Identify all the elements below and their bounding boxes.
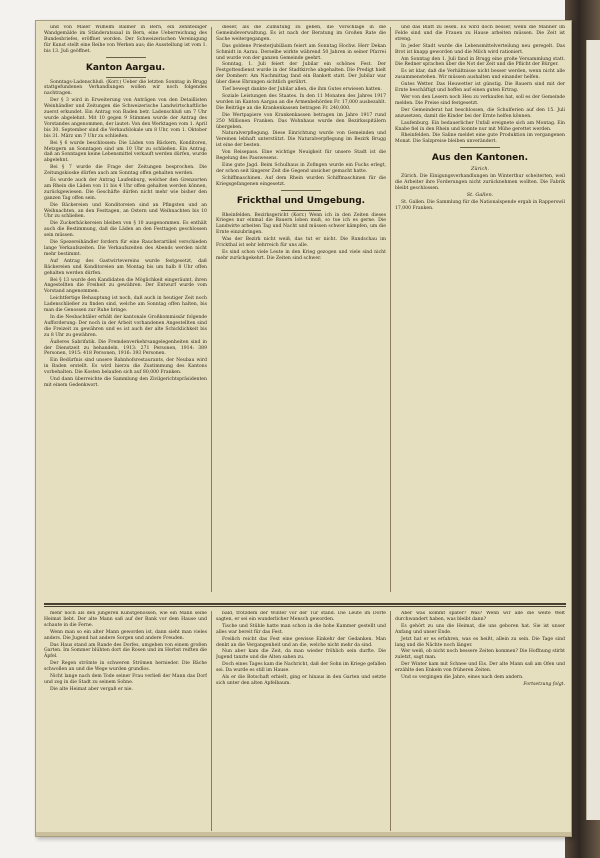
article-text: Soziale Leistungen des Staates. In den 11 Monaten des Jahres 1917 wurden im Kanton Aargau an die Armenbehörden Fr. 17,000 ausbezahlt. Die Beiträge an die Krankenkassen betragen Fr. 240,000. <box>216 93 386 111</box>
article-text: Der Winter kam mit Schnee und Eis. Der alte Mann saß am Ofen und erzählte den Enkeln von früheren Zeiten. <box>395 662 565 674</box>
article-text: In die Nesbachtäler erhält der kantonale Großkommissär folgende Aufforderung: Der noch in der Arbeit vorhandenen Angestellten sind die Freizeit zu gewähren und es ist auch der alte Schicklichkeit bis zu 8 Uhr zu gewähren. <box>44 314 207 338</box>
page-edges <box>586 40 600 820</box>
article-text: Sonntags-Ladenschluß. (Korr.) Ueber die letzten Sonntag in Brugg stattgefundenen Verhandlungen wollen wir noch folgendes nachtragen. <box>44 79 207 97</box>
article-text: Was der Bezirk nicht weiß, das tut er nicht. Die Rundschau im Frickthal ist sehr lehrreich für uns alle. <box>216 237 386 249</box>
article-text: Die Zuckerbäckereien bleiben von § 10 ausgenommen. Es enthält auch die Bestimmung, daß die Läden an den Festtagen geschlossen sein müssen. <box>44 221 207 239</box>
column-2 <box>216 25 386 595</box>
column-3-articles <box>395 25 565 145</box>
column-rule <box>390 611 391 831</box>
article-text: Das goldene Priesterjubiläum feiert am Sonntag Hochw. Herr Dekan Schmidt in Aarau. Derselbe wirkte während 50 Jahren in seiner Pfarrei und wurde von der ganzen Gemeinde geehrt. <box>216 43 386 61</box>
article-text: Aber was kommt später? Was? Wenn wir alle die weite Welt durchwandert haben, was bleibt dann? <box>395 611 565 622</box>
column-rule <box>211 611 212 831</box>
section-heading-kanton-aargau: Kanton Aargau. <box>85 62 166 73</box>
divider <box>281 210 321 211</box>
article-text: Tief bewegt dankte der Jubilar allen, die ihm Gutes erwiesen hatten. <box>222 87 382 93</box>
article-text: Rheinfelden. Bezirksgericht (Korr.) Wenn ich in den Zeiten dieses Krieges nur einmal die Bauern loben muß, so tue ich es gerne. Die Landwirte arbeiten Tag und Nacht und müssen schwer kämpfen, um die Ernte einzubringen. <box>216 212 386 236</box>
article-text: Sonntag, 1. Juli feiert der Jubilar ein schönes Fest. Der Festgottesdienst wurde in der Stadtkirche abgehalten. Die Predigt hielt der Domherr. Am Nachmittag fand ein Bankett statt. Der Jubilar war über diese Ehrungen sichtlich gerührt. <box>216 62 386 86</box>
article-text: Die alte Heimat aber vergaß er nie. <box>50 686 133 692</box>
article-text: Freilich reicht das Fest eine gewisse Einkehr der Gedanken. Man denkt an die Vergangenheit und an die, welche nicht mehr da sind. <box>216 636 386 648</box>
subheading-st-gallen: St. Gallen. <box>466 191 494 198</box>
article-text: Der Regen strömte in schweren Strömen hernieder. Die Bäche schwollen an und die Wege wurden grundlos. <box>44 661 207 673</box>
article-text: Wenn man so ein alter Mann geworden ist, dann sieht man vieles anders. Die Jugend hat andere Sorgen und andere Freuden. <box>44 629 207 641</box>
section-heading-frickthal: Frickthal und Umgebung. <box>236 195 366 206</box>
article-text: Zürich. Die Einigungsverhandlungen im Winterthur scheiterten, weil die Arbeiter ihre Forderungen nicht zurücknehmen wollten. Die Fabrik bleibt geschlossen. <box>395 174 565 191</box>
divider <box>106 77 146 78</box>
article-text: Die Spezereihändler fordern für eine Raucherartikel verschieden lange Verkaufszeiten. Die Verkaufszeiten des Abends werden nicht mehr bestimmt. <box>44 240 207 257</box>
article-text: Wer weiß, ob nicht noch bessere Zeiten kommen? Die Hoffnung stirbt zuletzt, sagt man. <box>395 649 565 661</box>
article-text: dieser, als die Zumutung zu geben, die Vorschläge in die Gemeindeverwaltung. Es ist nach der Beratung im Großen Rate die Sache weitergegangen. <box>216 25 386 42</box>
article-text: mehr noch als den jüngeren Kunstgenossen, wie ein Mann seine Heimat liebt. Der alte Mann saß auf der Bank vor dem Hause und schaute in die Ferne. <box>44 611 207 628</box>
column-2-articles <box>216 25 386 188</box>
article-text: Eine gute Jagd. Beim Schulhaus in Zofingen wurde ein Fuchs erlegt, der schon seit längerer Zeit die Gegend unsicher gemacht hatte. <box>216 162 386 174</box>
article-text: Und dann überreichte die Sammlung den Zivilgerichtspräsidenten mit einem Gedenkwort. <box>44 377 207 388</box>
article-text: Äußeres Sabrifatik. Die Fremdenverkehrsangelegenheiten sind in der Dienstzeit zu behandeln. 1913: 271 Personen, 1914: 389 Personen, 1915: 418 Personen, 1916: 393 Personen. <box>44 339 207 357</box>
column-rule <box>211 27 212 592</box>
article-text: Es sind schon viele Leute in den Krieg gezogen und viele sind nicht mehr zurückgekehrt. Die Zeiten sind schwer. <box>216 250 386 261</box>
article-text: Nicht lange nach dem Tode seiner Frau verließ der Mann das Dorf und zog in die Stadt zu seinem Sohne. <box>44 674 207 685</box>
feuilleton-column-2 <box>216 611 386 831</box>
article-text: Bei § 7 wurde die Frage der Zeitungen besprochen. Die Zeitungskioske dürfen auch am Sonntag offen gehalten werden. <box>44 165 207 177</box>
article-text: Laufenburg. Ein bedauerlicher Unfall ereignete sich am Montag. Ein Knabe fiel in den Rhein und konnte nur mit Mühe gerettet werden. <box>395 120 565 132</box>
article-text: Jetzt hat er es erfahren, was es heißt, allein zu sein. Die Tage sind lang und die Nächte noch länger. <box>395 636 565 648</box>
divider <box>281 190 321 191</box>
article-text: Bei § 6 wurde beschlossen: Die Läden von Bäckern, Konditoren, Metzgern an Sonntagen sind um 10 Uhr zu schließen. Ein Antrag, daß an Sonntagen keine Lebensmittel verkauft werden dürfen, wurde abgelehnt. <box>44 140 207 164</box>
article-text: Und so vergingen die Jahre, eines nach dem andern. <box>401 675 524 681</box>
section-heading-aus-den-kantonen: Aus den Kantonen. <box>431 153 529 164</box>
article-text: und von Maler Wilhelm Balmer in Bern, ein zehnteiliger Wandgemälde im Ständeratssaal in Bern, eine Ueberreichung des Bundesbriefes, eröffnet worden. Der Schweizerischen Vereinigung für Kunst stellt eine Reihe von Werken aus; die Ausstellung ist vom 1. bis 13. Juli geöffnet. <box>44 25 207 54</box>
feuilleton-rule <box>44 603 566 605</box>
article-text: Von Reisepass. Eine wichtige Neuigkeit für unsere Stadt ist die Regelung des Passwesens. <box>216 150 386 162</box>
feuilleton-column-1 <box>44 611 207 831</box>
feuilleton-column-3-text <box>395 611 565 681</box>
article-text: Naturalverpflegung. Diese Einrichtung wurde von Gemeinden und Vereinen lebhaft unterstützt. Die Naturalverpflegung im Bezirk Brugg ist eine der besten. <box>216 131 386 149</box>
article-text: Wer von den Lesern noch Heu zu verkaufen hat, soll es der Gemeinde melden. Die Preise sind festgesetzt. <box>395 94 565 106</box>
feuilleton-column-3 <box>395 611 565 831</box>
article-text: Leichtfertige Behauptung ist noch, daß auch in heutiger Zeit noch Ladenschließer zu finden sind, welche am Sonntag offen halten, bis man die Genossen zur Ruhe bringe. <box>44 296 207 314</box>
article-text: Tische und Stühle hatte man schon in die hohe Kammer gestellt und alles war bereit für das Fest. <box>216 623 386 635</box>
article-text: Auf Antrag des Gastwirtevereins wurde festgesetzt, daß Bäckereien und Konditoreien am Montag bis um halb 8 Uhr offen gehalten werden dürfen. <box>44 258 207 276</box>
subheading-zuerich: Zürich. <box>470 166 490 173</box>
column-1 <box>44 25 207 595</box>
article-text: Rheinfelden. Die Saline meldet eine gute Produktion im vergangenen Monat. Die Salzpreise bleiben unverändert. <box>395 133 565 145</box>
article-text: Als er die Botschaft erhielt, ging er hinaus in den Garten und setzte sich unter den alten Apfelbaum. <box>216 675 386 686</box>
article-text: Nun aber kam die Zeit, da man wieder fröhlich sein durfte. Die Jugend tanzte und die Alten sahen zu. <box>216 649 386 661</box>
continued-note: Fortsetzung folgt. <box>523 681 565 687</box>
article-text: Schiffmaschinen. Auf dem Rhein wurden Schiffmaschinen für die Kriegsgefangenen eingesetzt. <box>216 175 386 187</box>
article-text: St. Gallen. Die Sammlung für die Nationalspende ergab in Rapperswil 17,000 Franken. <box>395 199 565 211</box>
divider <box>106 57 146 58</box>
article-text: Es wurde auch der Antrag Laufenburg, welcher den Grenzorten am Rhein die Läden von 11 bis 4 Uhr offen gehalten werden können, zurückgewiesen. Die Geschäfte dürfen nicht mehr wie bisher den ganzen Tag offen sein. <box>44 178 207 201</box>
feuilleton-rule-thin <box>44 606 566 607</box>
column-3 <box>395 25 565 595</box>
article-text: Die Bäckereien und Konditoreien sind an Pfingsten und an Weihnachten, an den Festtagen, an Ostern und Weihnachten bis 10 Uhr zu schließen. <box>44 202 207 220</box>
article-text: Das Haus stand am Rande des Dorfes, umgeben von einem großen Garten. Im Sommer blühten dort die Rosen und im Herbst reiften die Äpfel. <box>44 642 207 660</box>
article-text: Am Sonntag den 1. Juli fand in Brugg eine große Versammlung statt. Die Redner sprachen über die Not der Zeit und die Pflicht der Bürger. <box>395 56 565 68</box>
article-text: Ein Bedürfnis sind unsere Bahnhofsrestaurants, der Neubau wird in Baden erstellt. Es wird hierzu die Zustimmung des Kantons vorbehalten. Die Kosten belaufen sich auf 80,000 Franken. <box>44 358 207 376</box>
article-text: Der Gemeinderat hat beschlossen, die Schulferien auf den 15. Juli anzusetzen, damit die Kinder bei der Ernte helfen können. <box>395 107 565 119</box>
column-1-articles <box>44 80 207 389</box>
article-text: Der § 3 wird in Erweiterung von Anträgen von den Detaillisten Weinhändler und Zeitungen die Schweizerische Landwirtschaftliche zuerst erkundet. Ein Antrag von Baden betr. Ladenschluß um 7 Uhr wurde abgelehnt. Mit 10 gegen 9 Stimmen wurde der Antrag des Vorstandes angenommen, der lautet: Von den Werktagen vom 1. April bis 30. September sind die Verkaufslokale um 8 Uhr, vom 1. Oktober bis 31. März um 7 Uhr zu schließen. <box>44 98 207 139</box>
article-text: Die Wertpapiere von Krankenkassen betragen im Jahre 1917 rund 250 Millionen Franken. Das Wohnhaus wurde den Bezirksspitälern übergeben. <box>216 112 386 130</box>
article-text: In jeder Stadt wurde die Lebensmittelverteilung neu geregelt. Das Brot ist knapp geworden und die Milch wird rationiert. <box>395 43 565 55</box>
article-text: Gutes Wetter. Das Heuwetter ist günstig. Die Bauern sind mit der Ernte beschäftigt und hoffen auf einen guten Ertrag. <box>395 82 565 94</box>
article-text: Doch eines Tages kam die Nachricht, daß der Sohn im Kriege gefallen sei. Da wurde es still im Hause. <box>216 662 386 674</box>
article-text: Es gehört zu uns die Heimat, die uns geboren hat. Sie ist unser Anfang und unser Ende. <box>395 623 565 635</box>
divider <box>460 147 500 148</box>
article-text: Es ist klar, daß die Verhältnisse nicht besser werden, wenn nicht alle zusammenstehen. Wir müssen aushalten und einander helfen. <box>395 69 565 81</box>
column-rule <box>390 27 391 592</box>
article-text: bald, trotzdem der Winter vor der Tür stand. Die Leute im Dorfe sagten, er sei ein wunderlicher Mensch geworden. <box>216 611 386 622</box>
frickthal-articles <box>216 213 386 262</box>
newspaper-page <box>35 20 572 837</box>
article-text: Bei § 13 wurde den Kandidaten die Möglichkeit eingeräumt, ihren Angestellten die Freiheit zu gewähren. Der Entwurf wurde vom Vorstand angenommen. <box>44 277 207 295</box>
article-text: und das Blatt zu lesen. Es wird doch besser, wenn die Männer im Felde sind und die Frauen zu Hause arbeiten müssen. Die Zeit ist streng. <box>395 25 565 42</box>
